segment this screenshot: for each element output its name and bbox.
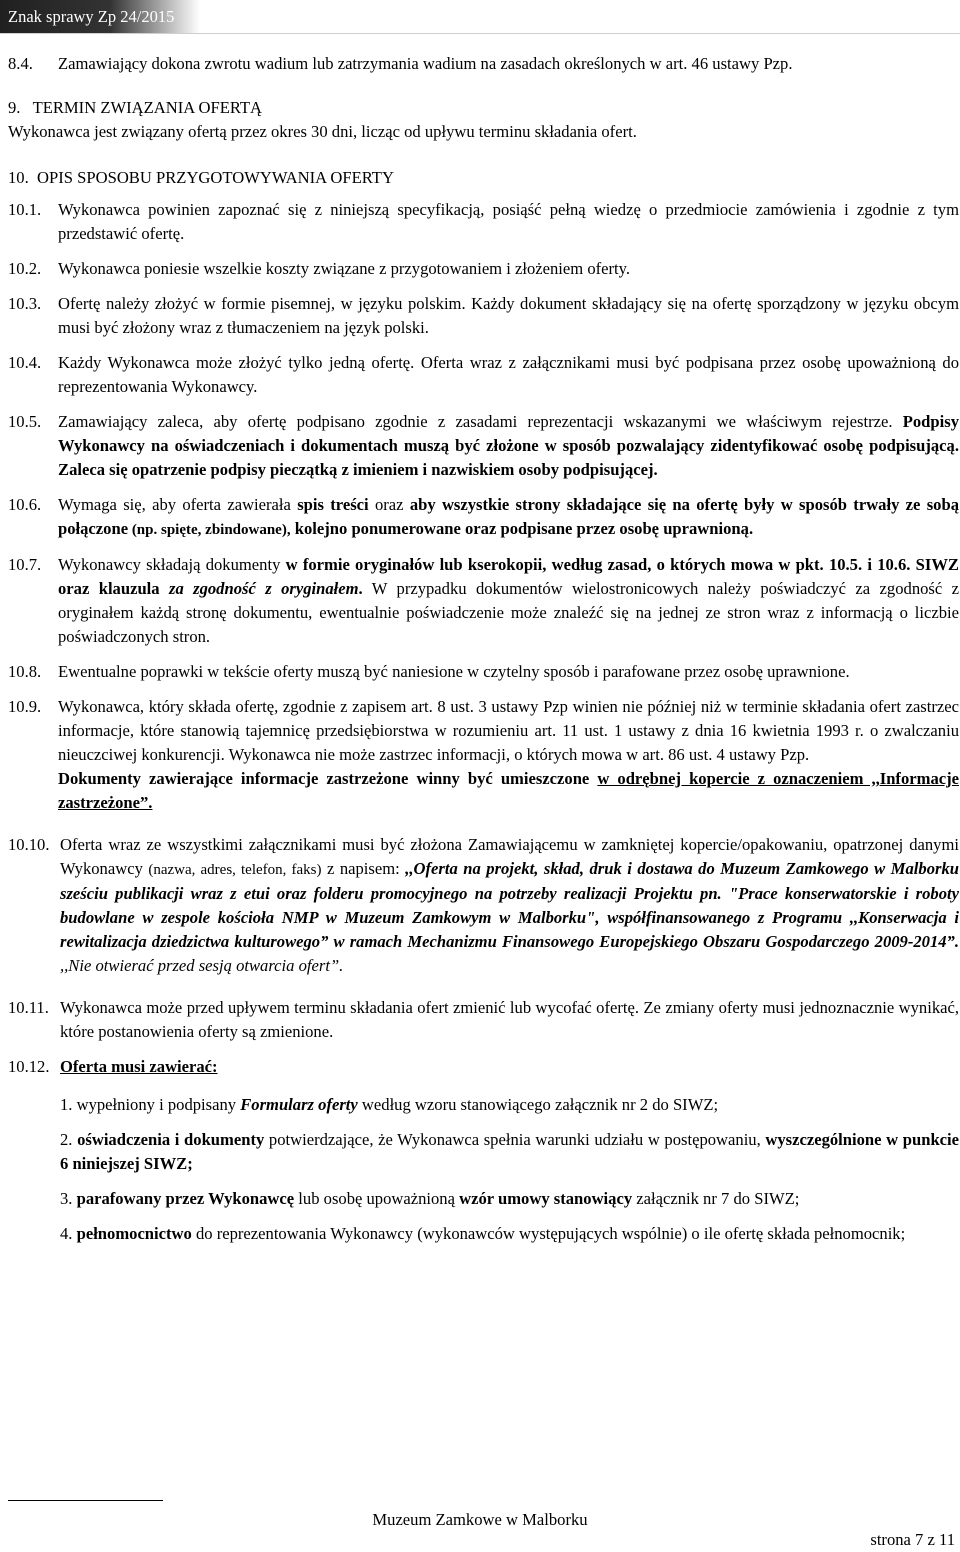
section-number: 10.10. — [8, 835, 50, 854]
section-10-12 — [8, 1055, 959, 1079]
list-item — [60, 1093, 959, 1117]
section-number: 10.7. — [8, 555, 42, 574]
text-run: oraz — [368, 495, 410, 514]
text-run: wypełniony i podpisany — [76, 1095, 241, 1114]
bold-underline-run: w odrębnej kopercie z oznaczeniem ,,Informacje zastrzeżone”. — [58, 769, 959, 812]
section-10-1 — [8, 198, 959, 246]
section-text: Każdy Wykonawca może złożyć tylko jedną ofertę. Oferta wraz z załącznikami musi być podpisana przez osobę upoważnioną do reprezentowania Wykonawcy. — [58, 353, 959, 396]
section-heading: 9. TERMIN ZWIĄZANIA OFERTĄ — [8, 98, 263, 117]
section-10-7 — [8, 553, 959, 649]
text-run: Wykonawca, który składa ofertę, zgodnie z zapisem art. 8 ust. 3 ustawy Pzp winien nie później niż w terminie składania ofert zastrzec informacje, które stanowią tajemnicę przedsiębiorstwa w rozumieniu art. 11 ust. 1 ustawy z dnia 16 kwietnia 1993 r. o zwalczaniu nieuczciwej konkurencji. Wykonawca nie może zastrzec informacji, o których mowa w art. 86 ust. 4 ustawy Pzp. — [58, 697, 959, 764]
bold-run: kolejno ponumerowane oraz podpisane przez osobę uprawnioną. — [290, 519, 754, 538]
section-number: 10.6. — [8, 495, 42, 514]
section-text: Wykonawca jest związany ofertą przez okres 30 dni, licząc od upływu terminu składania ofert. — [8, 122, 637, 141]
section-10-2 — [8, 257, 959, 281]
text-run: Zamawiający zaleca, aby ofertę podpisano zgodnie z zasadami reprezentacji wskazanymi we właściwym rejestrze. — [58, 412, 903, 431]
text-run: Oferta wraz ze wszystkimi załącznikami musi być złożona Zamawiającemu w zamkniętej kopercie/opakowaniu, opatrzonej danymi Wykonawcy — [60, 835, 959, 878]
section-number: 10.9. — [8, 697, 42, 716]
section-text: Wykonawca poniesie wszelkie koszty związane z przygotowaniem i złożeniem oferty. — [58, 259, 631, 278]
section-number: 8.4. — [8, 54, 33, 73]
offer-contents-list — [8, 1093, 959, 1246]
section-text — [58, 410, 959, 482]
text-run: według wzoru stanowiącego załącznik nr 2 do SIWZ; — [357, 1095, 719, 1114]
section-number: 10.3. — [8, 294, 42, 313]
text-run: lub osobę upoważnioną — [294, 1189, 460, 1208]
bold-italic-run: Formularz oferty — [240, 1095, 358, 1114]
document-body — [8, 52, 959, 1246]
text-run: załącznik nr 7 do SIWZ; — [632, 1189, 800, 1208]
bold-italic-run: za zgodność z oryginałem — [168, 579, 359, 598]
bold-run: parafowany przez Wykonawcę — [76, 1189, 295, 1208]
section-number: 10.5. — [8, 412, 42, 431]
section-number: 10.1. — [8, 200, 42, 219]
list-item — [60, 1222, 959, 1246]
list-item — [60, 1128, 959, 1176]
text-run: z napisem: — [321, 859, 406, 878]
bold-run: ), — [281, 522, 291, 538]
section-text — [58, 493, 959, 542]
section-text: Wykonawca może przed upływem terminu składania ofert zmienić lub wycofać ofertę. Ze zmiany oferty musi jednoznacznie wynikać, które postanowienia oferty są zmienione. — [60, 998, 959, 1041]
section-10-heading: 10. OPIS SPOSOBU PRZYGOTOWYWANIA OFERTY — [8, 168, 394, 187]
footer-divider — [8, 1500, 163, 1501]
section-9 — [8, 96, 959, 144]
bold-run: spis treści — [297, 495, 369, 514]
section-number: 10.2. — [8, 259, 42, 278]
section-text: Zamawiający dokona zwrotu wadium lub zatrzymania wadium na zasadach określonych w art. 46 ustawy Pzp. — [58, 54, 793, 73]
italic-run: ,,Nie otwierać przed sesją otwarcia ofert”. — [60, 956, 344, 975]
bold-run: oświadczenia i dokumenty — [77, 1130, 265, 1149]
section-text — [58, 553, 959, 649]
section-10-10 — [8, 833, 959, 978]
item-number: 3. — [60, 1189, 77, 1208]
footer-institution: Muzeum Zamkowe w Malborku — [372, 1510, 588, 1529]
section-number: 10.12. — [8, 1057, 50, 1076]
bold-run: w formie oryginałów lub kserokopii, według zasad, o których mowa w pkt. 10.5. i 10.6. SIWZ oraz klauzula — [58, 555, 959, 598]
header-divider — [0, 33, 960, 34]
section-10-4 — [8, 351, 959, 399]
text-run: Wymaga się, aby oferta zawierała — [58, 495, 298, 514]
section-number: 10.11. — [8, 998, 49, 1017]
bold-italic-run: ,,Oferta na projekt, skład, druk i dostawa do Muzeum Zamkowego w Malborku sześciu publikacji wraz z etui oraz folderu promocyjnego na potrzeby realizacji Projektu pn. "Prace konserwatorskie i roboty budowlane w zespole kościoła NMP w Muzeum Zamkowym w Malborku", współfinansowanego z Programu ,,Konserwacja i rewitalizacja dziedzictwa kulturowego” w ramach Mechanizmu Finansowego Europejskiego Obszaru Gospodarczego 2009-2014”. — [60, 859, 959, 951]
section-10-5 — [8, 410, 959, 482]
text-run: do reprezentowania Wykonawcy (wykonawców występujących wspólnie) o ile ofertę składa pełnomocnik; — [191, 1224, 906, 1243]
bold-run: (np. — [128, 522, 161, 538]
page-number: strona 7 z 11 — [870, 1530, 955, 1549]
section-title — [60, 1055, 959, 1079]
section-text: Ofertę należy złożyć w formie pisemnej, w języku polskim. Każdy dokument składający się na ofertę sporządzony w języku obcym musi być złożony wraz z tłumaczeniem na język polski. — [58, 294, 959, 337]
bold-run: Podpisy Wykonawcy na oświadczeniach i dokumentach muszą być złożone w sposób pozwalający zidentyfikować osobę podpisującą. Zaleca się opatrzenie podpisy pieczątką z imieniem i nazwiskiem osoby podpisującej. — [58, 412, 959, 479]
section-text — [60, 833, 959, 978]
section-text — [58, 695, 959, 815]
bold-underline-run: Oferta musi zawierać: — [60, 1057, 218, 1076]
section-8-4 — [8, 52, 959, 76]
section-10-6 — [8, 493, 959, 542]
section-text: Wykonawca powinien zapoznać się z niniejszą specyfikacją, posiąść pełną wiedzę o przedmiocie zamówienia i zgodnie z tym przedstawić ofertę. — [58, 200, 959, 243]
section-text: Ewentualne poprawki w tekście oferty muszą być naniesione w czytelny sposób i parafowane przez osobę uprawnione. — [58, 662, 850, 681]
section-10-9 — [8, 695, 959, 815]
item-number: 4. — [60, 1224, 77, 1243]
section-10-11 — [8, 996, 959, 1044]
case-number: Znak sprawy Zp 24/2015 — [8, 7, 175, 26]
section-number: 10.8. — [8, 662, 42, 681]
text-run: W przypadku dokumentów wielostronicowych należy poświadczyć za zgodność z oryginałem każdą stronę dokumentu, ewentualnie poświadczenie może znaleźć się na jednej ze stron wraz z informacją o liczbie poświadczonych stron. — [58, 579, 959, 646]
bold-run: aby wszystkie strony składające się na ofertę były w sposób trwały ze sobą połączone — [58, 495, 959, 538]
bold-run: . — [358, 579, 363, 598]
text-run: Wykonawcy składają dokumenty — [58, 555, 286, 574]
bold-run: wzór umowy stanowiący — [459, 1189, 633, 1208]
bold-run: pełnomocnictwo — [76, 1224, 192, 1243]
page-header — [0, 0, 960, 34]
bold-run: Dokumenty zawierające informacje zastrzeżone winny być umieszczone — [58, 769, 598, 788]
section-number: 10.4. — [8, 353, 42, 372]
list-item — [60, 1187, 959, 1211]
item-number: 2. — [60, 1130, 78, 1149]
text-run: (nazwa, adres, telefon, faks) — [148, 862, 322, 878]
bold-run: wyszczególnione w punkcie 6 niniejszej SIWZ; — [60, 1130, 960, 1173]
section-10-8 — [8, 660, 959, 684]
text-run: potwierdzające, że Wykonawca spełnia warunki udziału w postępowaniu, — [264, 1130, 766, 1149]
bold-run: spięte, zbindowane — [161, 522, 282, 538]
item-number: 1. — [60, 1095, 77, 1114]
section-10-3 — [8, 292, 959, 340]
